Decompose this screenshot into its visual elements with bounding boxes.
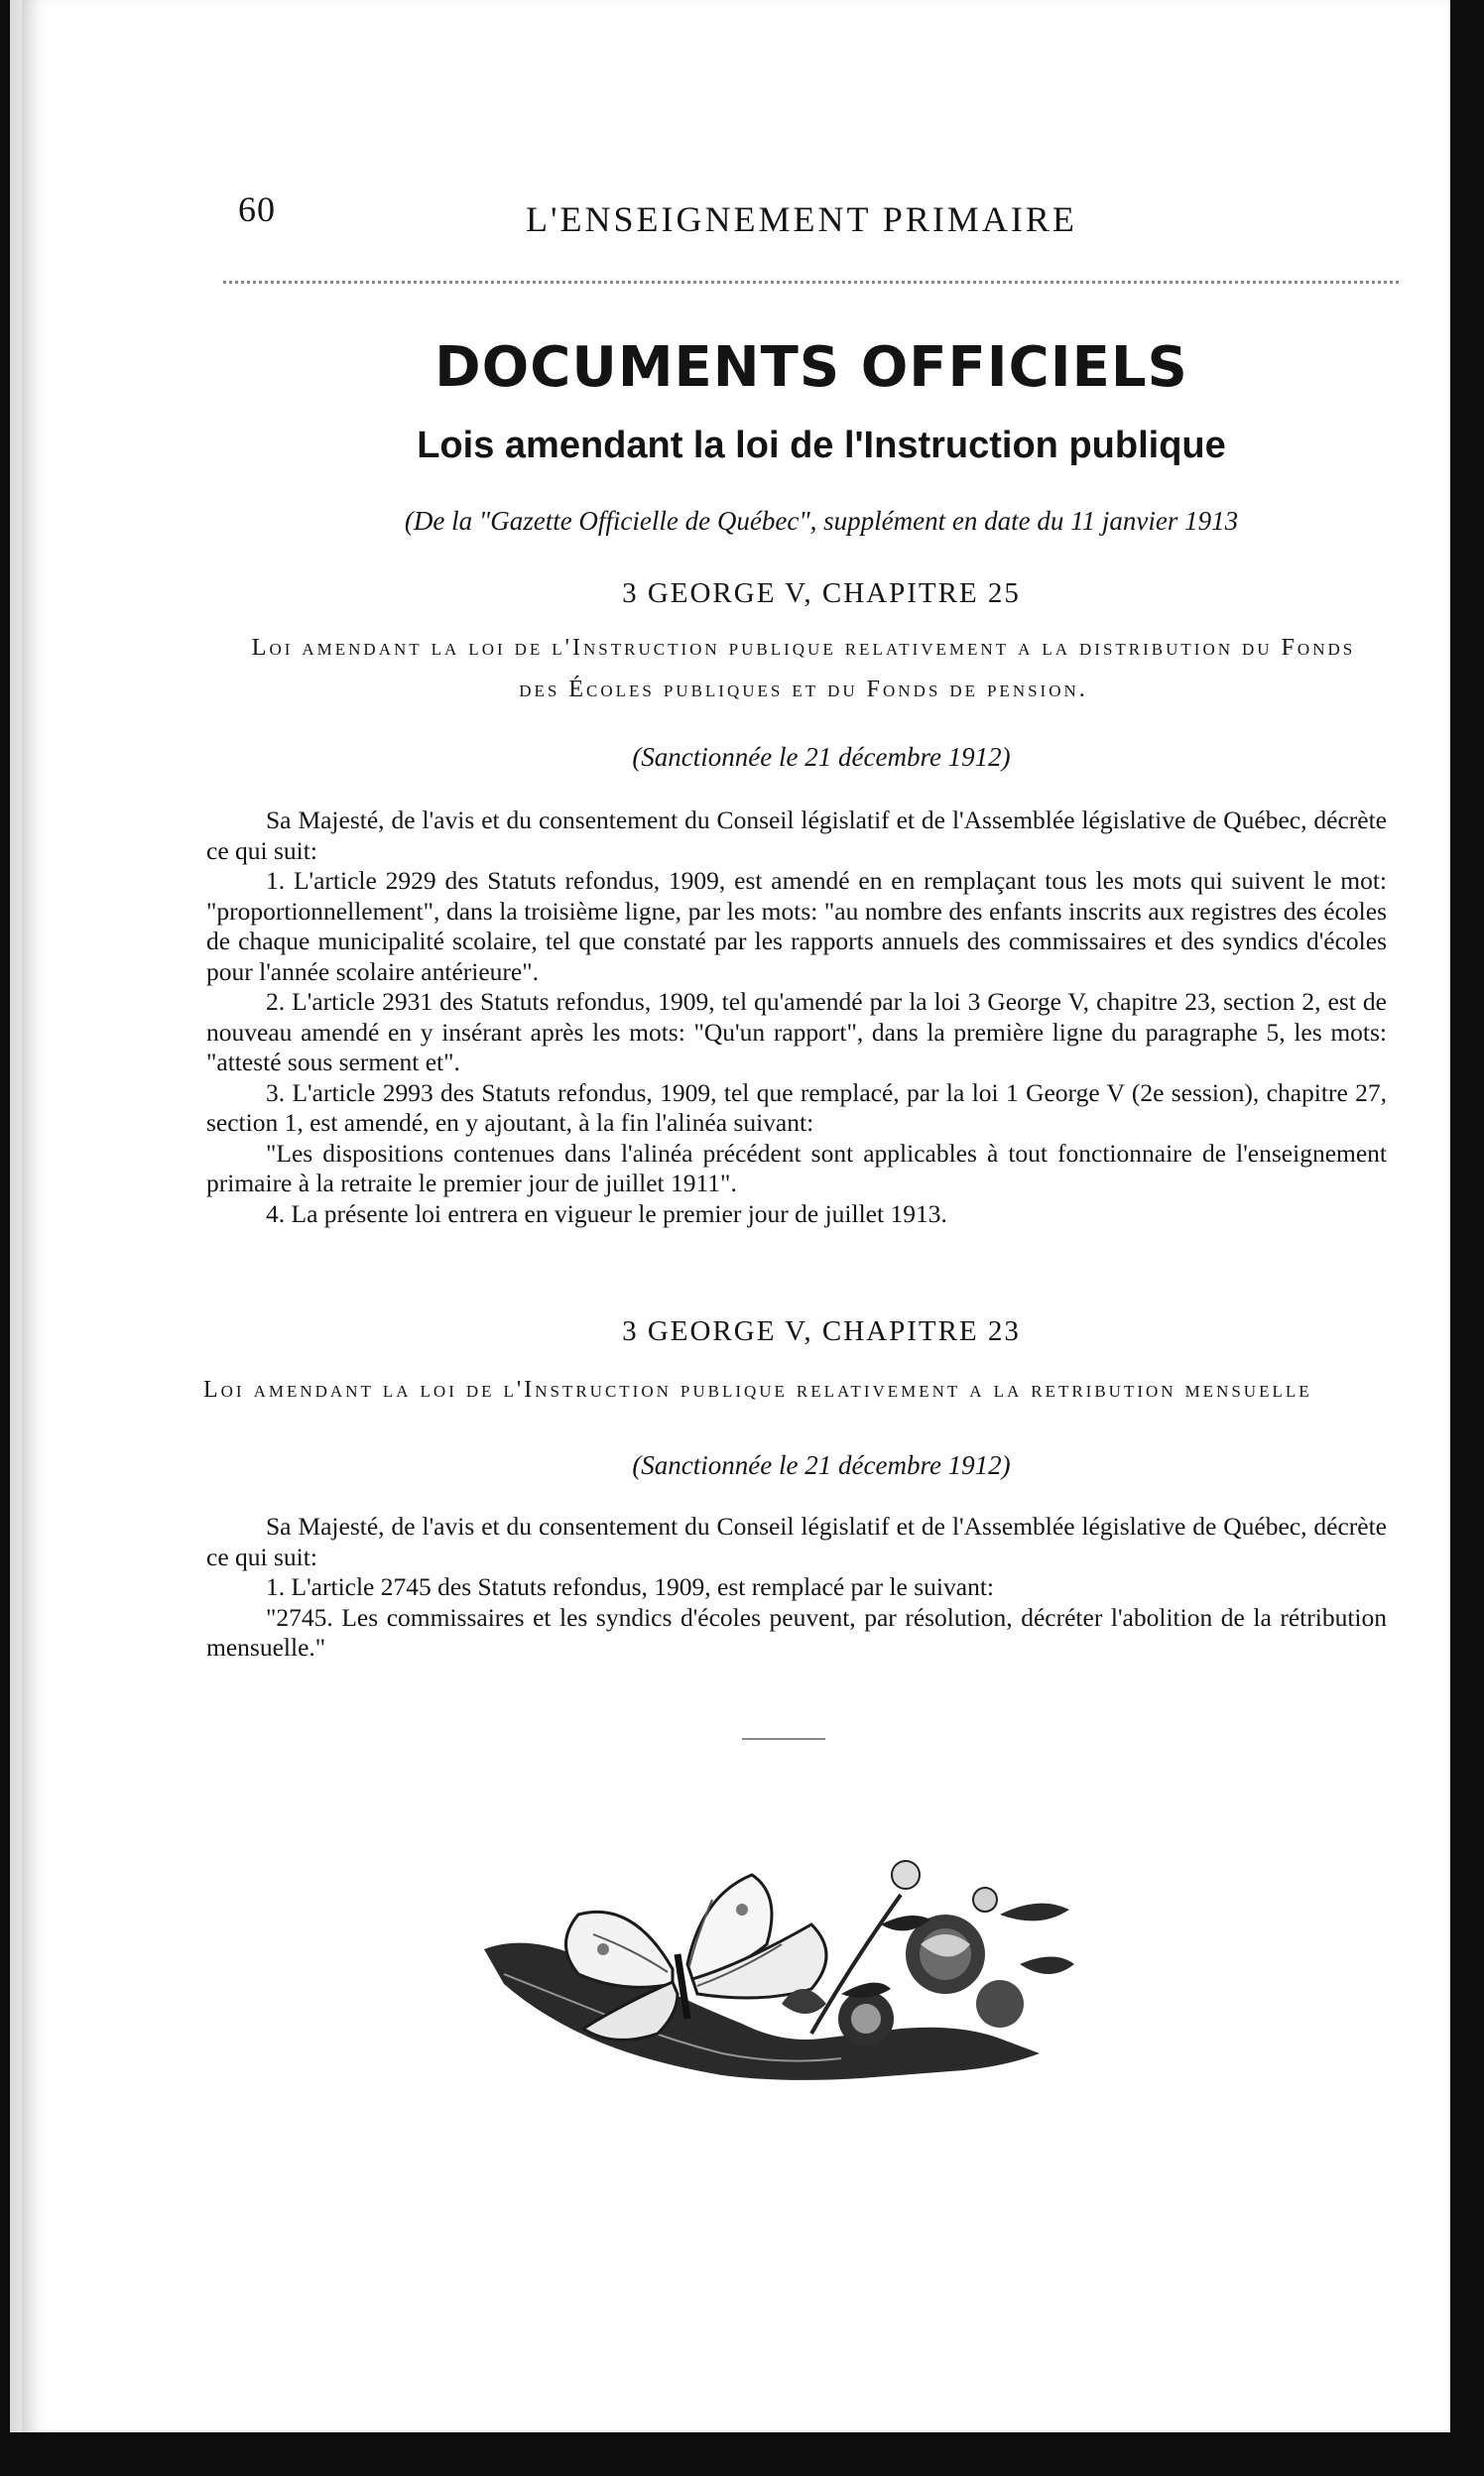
law-title-23: Loi amendant la loi de l'Instruction publique relativement a la retribution mensuelle (203, 1377, 1312, 1403)
section2-body (206, 1512, 1387, 1664)
paragraph: 1. L'article 2745 des Statuts refondus, 1909, est remplacé par le suivant: (266, 1572, 994, 1601)
section1-body (206, 805, 1387, 1229)
chapter-heading-25: 3 GEORGE V, CHAPITRE 25 (622, 577, 1021, 609)
chapter-heading-23: 3 GEORGE V, CHAPITRE 23 (622, 1315, 1021, 1347)
paragraph: 3. L'article 2993 des Statuts refondus, 1909, tel que remplacé, par la loi 1 George V (2e session), chapitre 27, section 1, est amendé, en y ajoutant, à la fin l'alinéa suivant: (206, 1077, 1387, 1137)
section-end-rule (742, 1738, 825, 1740)
running-title: L'ENSEIGNEMENT PRIMAIRE (526, 199, 1077, 239)
sanction-date-23: (Sanctionnée le 21 décembre 1912) (632, 1450, 1011, 1480)
butterfly-flowers-ornament-icon (484, 1855, 1074, 2093)
paragraph: "2745. Les commissaires et les syndics d'écoles peuvent, par résolution, décréter l'abolition de la rétribution mensuelle." (206, 1602, 1387, 1662)
scan-border-bottom (0, 2432, 1484, 2476)
law-title-25 (208, 627, 1399, 710)
paragraph: Sa Majesté, de l'avis et du consentement du Conseil législatif et de l'Assemblée législative de Québec, décrète ce qui suit: (206, 1512, 1387, 1571)
page-number: 60 (238, 189, 276, 229)
law-title-25-line1: Loi amendant la loi de l'Instruction publique relativement a la distribution du Fonds (251, 635, 1356, 661)
page-title: DOCUMENTS OFFICIELS (434, 335, 1188, 400)
paragraph: 1. L'article 2929 des Statuts refondus, 1909, est amendé en en remplaçant tous les mots qui suivent le mot: "proportionnellement", dans la troisième ligne, par les mots: "au nombre des enfants inscrits aux registres des écoles de chaque municipalité scolaire, tel que constaté par les rapports annuels des commissaires et des syndics d'écoles pour l'année scolaire antérieure". (206, 866, 1387, 986)
sanction-date-25: (Sanctionnée le 21 décembre 1912) (632, 742, 1011, 772)
paragraph: "Les dispositions contenues dans l'alinéa précédent sont applicables à tout fonctionnaire de l'enseignement primaire à la retraite le premier jour de juillet 1911". (206, 1138, 1387, 1197)
paragraph: 2. L'article 2931 des Statuts refondus, 1909, tel qu'amendé par la loi 3 George V, chapitre 23, section 2, est de nouveau amendé en y insérant après les mots: "Qu'un rapport", dans la première ligne du paragraphe 5, les mots: "attesté sous serment et". (206, 987, 1387, 1076)
paragraph: 4. La présente loi entrera en vigueur le premier jour de juillet 1913. (266, 1198, 947, 1228)
header-rule (223, 281, 1399, 284)
paragraph: Sa Majesté, de l'avis et du consentement du Conseil législatif et de l'Assemblée législative de Québec, décrète ce qui suit: (206, 805, 1387, 865)
page-subtitle: Lois amendant la loi de l'Instruction publique (417, 425, 1226, 466)
law-title-25-line2: des Écoles publiques et du Fonds de pension. (519, 677, 1088, 702)
source-line: (De la "Gazette Officielle de Québec", supplément en date du 11 janvier 1913 (404, 506, 1239, 536)
